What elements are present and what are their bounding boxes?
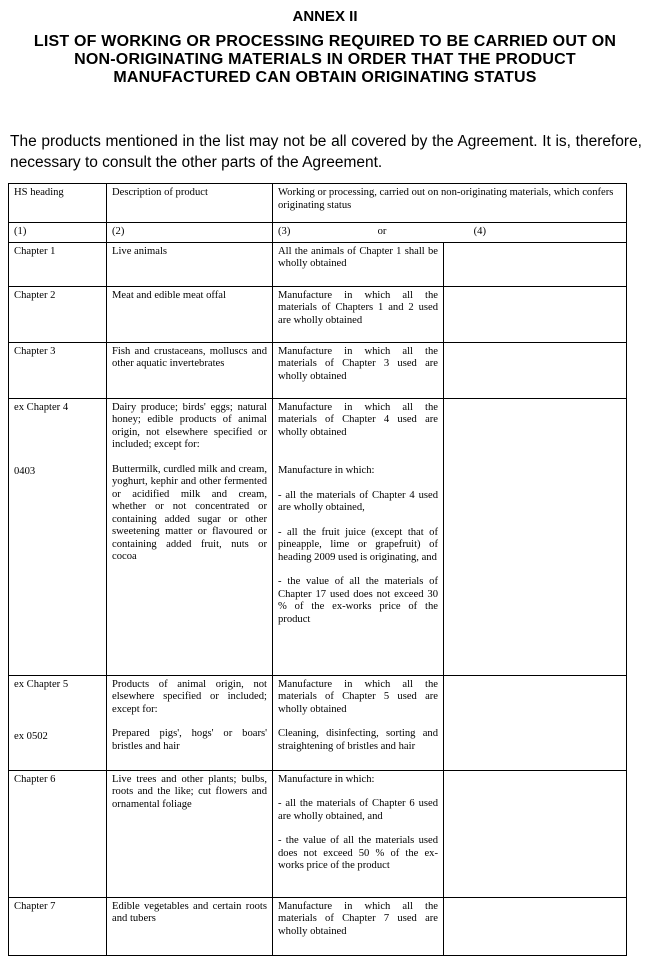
hs-heading: Chapter 2 — [9, 286, 107, 342]
working-requirement: Manufacture in which all the materials of Chapters 1 and 2 used are wholly obtained — [273, 286, 444, 342]
product-description: Dairy produce; birds' eggs; natural honey; edible products of animal origin, not elsewhere specified or included; except for: — [112, 401, 267, 450]
hs-heading-cell — [9, 675, 107, 770]
header-row — [9, 184, 627, 223]
product-description: Meat and edible meat offal — [107, 286, 273, 342]
alternative-requirement — [444, 398, 627, 675]
column-number-2: (2) — [107, 223, 273, 243]
requirement-bullet: - the value of all the materials used does not exceed 50 % of the ex-works price of the product — [278, 835, 438, 871]
hs-heading: ex Chapter 5 — [14, 678, 69, 690]
table-row — [9, 675, 627, 770]
requirement-bullet: - the value of all the materials of Chapter 17 used does not exceed 30 % of the ex-works price of the product — [278, 576, 438, 625]
title-line-2: NON-ORIGINATING MATERIALS IN ORDER THAT THE PRODUCT — [74, 51, 576, 68]
column-number-3: (3) — [278, 226, 291, 237]
product-description-cell — [107, 675, 273, 770]
working-requirement: Manufacture in which all the materials of Chapter 5 used are wholly obtained — [278, 678, 438, 715]
requirement-bullet: - all the materials of Chapter 6 used are wholly obtained, and — [278, 798, 438, 822]
header-hs: HS heading — [9, 184, 107, 223]
alternative-requirement — [444, 770, 627, 897]
working-requirement: Manufacture in which: — [278, 773, 375, 785]
product-subdescription: Prepared pigs', hogs' or boars' bristles and hair — [112, 728, 267, 752]
working-subrequirement: Manufacture in which: — [278, 465, 375, 476]
column-number-4: (4) — [473, 226, 486, 237]
column-number-row — [9, 223, 627, 243]
hs-subheading: 0403 — [14, 466, 36, 477]
alternative-requirement — [444, 342, 627, 398]
working-requirement-cell — [273, 675, 444, 770]
title-line-3: MANUFACTURED CAN OBTAIN ORIGINATING STATUS — [113, 69, 537, 86]
requirement-bullet: - all the fruit juice (except that of pineapple, lime or grapefruit) of heading 2009 used is originating, and — [278, 526, 438, 563]
working-subrequirement: Cleaning, disinfecting, sorting and straightening of bristles and hair — [278, 728, 438, 752]
alternative-requirement — [444, 242, 627, 286]
product-description: Fish and crustaceans, molluscs and other aquatic invertebrates — [107, 342, 273, 398]
requirement-bullet: - all the materials of Chapter 4 used are wholly obtained, — [278, 489, 438, 513]
hs-heading: Chapter 6 — [9, 770, 107, 897]
title-line-1: LIST OF WORKING OR PROCESSING REQUIRED TO BE CARRIED OUT ON — [33, 33, 617, 50]
alternative-requirement — [444, 675, 627, 770]
product-description: Live trees and other plants; bulbs, roots and the like; cut flowers and ornamental foliage — [107, 770, 273, 897]
product-description: Edible vegetables and certain roots and tubers — [107, 897, 273, 955]
intro-paragraph: The products mentioned in the list may not be all covered by the Agreement. It is, therefore, necessary to consult the other parts of the Agreement. — [10, 133, 642, 171]
header-working: Working or processing, carried out on non-originating materials, which confers originating status — [273, 184, 627, 223]
table-row — [9, 342, 627, 398]
hs-heading: ex Chapter 4 — [14, 401, 69, 413]
working-requirement: Manufacture in which all the materials of Chapter 7 used are wholly obtained — [273, 897, 444, 955]
table-row — [9, 398, 627, 675]
working-requirement: All the animals of Chapter 1 shall be wholly obtained — [273, 242, 444, 286]
product-subdescription: Buttermilk, curdled milk and cream, yoghurt, kephir and other fermented or acidified milk and cream, whether or not concentrated or containing added sugar or other sweetening matter or flavoured or containing added fruit, nuts or cocoa — [112, 463, 267, 562]
table-row — [9, 286, 627, 342]
alternative-requirement — [444, 897, 627, 955]
working-requirement: Manufacture in which all the materials of Chapter 3 used are wholly obtained — [273, 342, 444, 398]
annex-label: ANNEX II — [292, 8, 358, 25]
product-description: Live animals — [107, 242, 273, 286]
table-row — [9, 897, 627, 955]
hs-heading-cell — [9, 398, 107, 675]
product-description: Products of animal origin, not elsewhere specified or included; except for: — [112, 678, 267, 715]
working-requirement-cell — [273, 770, 444, 897]
column-number-1: (1) — [9, 223, 107, 243]
working-requirement: Manufacture in which all the materials of Chapter 4 used are wholly obtained — [278, 401, 438, 438]
hs-heading: Chapter 3 — [9, 342, 107, 398]
or-label: or — [377, 226, 387, 237]
alternative-requirement — [444, 286, 627, 342]
hs-heading: Chapter 7 — [9, 897, 107, 955]
column-number-3-4 — [273, 223, 627, 243]
rules-table — [8, 183, 627, 956]
document-title — [10, 33, 640, 87]
table-row — [9, 242, 627, 286]
header-description: Description of product — [107, 184, 273, 223]
hs-subheading: ex 0502 — [14, 731, 48, 742]
working-requirement-cell — [273, 398, 444, 675]
table-row — [9, 770, 627, 897]
hs-heading: Chapter 1 — [9, 242, 107, 286]
product-description-cell — [107, 398, 273, 675]
